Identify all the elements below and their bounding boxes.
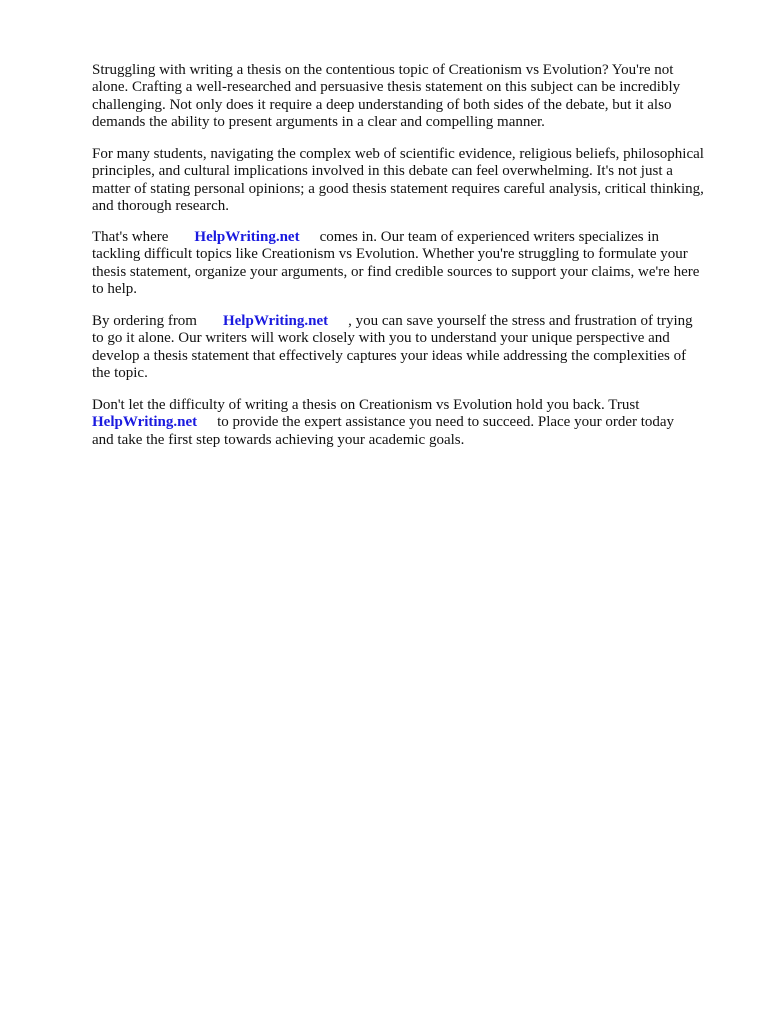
paragraph-challenge: For many students, navigating the complex web of scientific evidence, religious beliefs, philosophical principles, and cultural implications involved in this debate can feel overwhelming. It's not just a matter of stating personal opinions; a good thesis statement requires careful analysis, critical thinking, and thorough research. [92,146,704,215]
paragraph-closing-rest: to provide the expert assistance you need to succeed. Place your order today and take the first step towards achieving your academic goals. [92,414,675,448]
paragraph-intro: Struggling with writing a thesis on the contentious topic of Creationism vs Evolution? You're not alone. Crafting a well-researched and persuasive thesis statement on this subject can be incredibly challenging. Not only does it require a deep understanding of both sides of the debate, but it also demands the ability to present arguments in a clear and compelling manner. [92,62,681,131]
helpwriting-link[interactable]: HelpWriting.net [222,313,329,329]
paragraph-service-rest: comes in. Our team of experienced writers specializes in tackling difficult topics like Creationism vs Evolution. Whether you're struggling to formulate your thesis statement, organize your arguments, or find credible sources to support your claims, we're here to help. [92,229,700,298]
paragraph-service-lead: That's where [92,229,169,245]
paragraph-closing [92,397,674,449]
helpwriting-link[interactable]: HelpWriting.net [92,414,198,431]
paragraph-ordering-lead: By ordering from [92,313,197,329]
paragraph-service [92,229,699,299]
paragraph-ordering [92,313,693,383]
helpwriting-link[interactable]: HelpWriting.net [194,229,300,245]
paragraph-closing-lead: Don't let the difficulty of writing a thesis on Creationism vs Evolution hold you back. Trust [92,397,640,413]
paragraph-ordering-rest: , you can save yourself the stress and frustration of trying to go it alone. Our writers will work closely with you to understand your unique perspective and develop a thesis statement that effectively captures your ideas while addressing the complexities of the topic. [92,313,693,382]
